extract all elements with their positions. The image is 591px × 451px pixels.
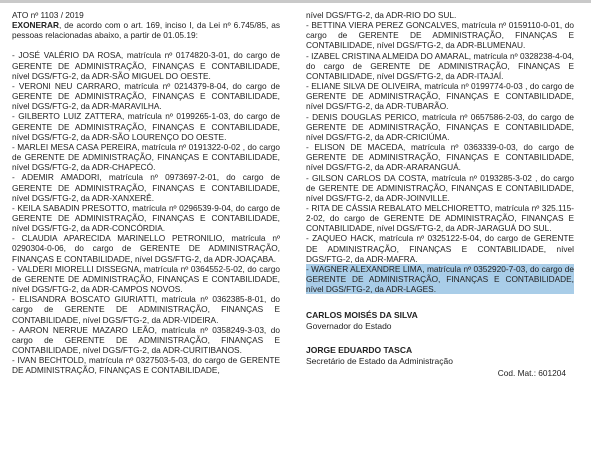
top-rule (0, 0, 591, 3)
list-item: - MARLEI MESA CASA PEREIRA, matrícula nº 0191322-0-02 , do cargo de GERENTE DE ADMINISTRAÇÃO, FINANÇAS E CONTABILIDADE, nível DGS/FTG-2, da ADR-CHAPECÓ. (12, 141, 280, 173)
left-column (12, 10, 280, 375)
list-item: - VERONI NEU CARRARO, matrícula nº 0214379-8-04, do cargo de GERENTE DE ADMINISTRAÇÃO, FINANÇAS E CONTABILIDADE, nível DGS/FTG-2, da ADR-MARAVILHA. (12, 80, 280, 112)
list-item: - GILSON CARLOS DA COSTA, matrícula nº 0193285-3-02 , do cargo de GERENTE DE ADMINISTRAÇÃO, FINANÇAS E CONTABILIDADE, nível DGS/FTG-2, da ADR-JOINVILLE. (306, 172, 574, 203)
list-item: - KEILA SABADIN PRESOTTO, matrícula nº 0296539-9-04, do cargo de GERENTE DE ADMINISTRAÇÃO, FINANÇAS E CONTABILIDADE, nível DGS/FTG-2, da ADR-CONCÓRDIA. (12, 202, 280, 234)
exonerar-lead: EXONERAR (12, 20, 60, 31)
cod-mat: Cod. Mat.: 601204 (497, 368, 566, 379)
signer-role: Governador do Estado (306, 320, 392, 331)
list-item: - AARON NERRUE MAZARO LEÃO, matrícula nº 0358249-3-03, do cargo de GERENTE DE ADMINISTRAÇÃO, FINANÇAS E CONTABILIDADE, nível DGS/FTG-2, da ADR-CURITIBANOS. (12, 324, 280, 355)
list-item: - ADEMIR AMADORI, matrícula nº 0973697-2-01, do cargo de GERENTE DE ADMINISTRAÇÃO, FINANÇAS E CONTABILIDADE, nível DGS/FTG-2, da ADR-XANXERÊ. (12, 172, 280, 203)
list-item: - DENIS DOUGLAS PERICO, matrícula nº 0657586-2-03, do cargo de GERENTE DE ADMINISTRAÇÃO, FINANÇAS E CONTABILIDADE, nível DGS/FTG-2, da ADR-CRICIÚMA. (306, 111, 574, 142)
list-item: - GILBERTO LUIZ ZATTERA, matrícula nº 0199265-1-03, do cargo de GERENTE DE ADMINISTRAÇÃO, FINANÇAS E CONTABILIDADE, nível DGS/FTG-2, da ADR-SÃO LOURENÇO DO OESTE. (12, 111, 280, 142)
list-item-continuation: nível DGS/FTG-2, da ADR-RIO DO SUL. (306, 10, 457, 20)
signer-name: CARLOS MOISÉS DA SILVA (306, 310, 418, 321)
right-column (306, 10, 574, 379)
signer-role: Secretário de Estado da Administração (306, 355, 453, 366)
list-item: - JOSÉ VALÉRIO DA ROSA, matrícula nº 0174820-3-01, do cargo de GERENTE DE ADMINISTRAÇÃO, FINANÇAS E CONTABILIDADE, nível DGS/FTG-2, da ADR-SÃO MIGUEL DO OESTE. (12, 50, 280, 81)
highlighted-list-item[interactable]: - WAGNER ALEXANDRE LIMA, matrícula nº 0352920-7-03, do cargo de GERENTE DE ADMINISTRAÇÃO, FINANÇAS E CONTABILIDADE, nível DGS/FTG-2, da ADR-LAGES. (306, 263, 574, 295)
list-item: - RITA DE CÁSSIA REBALATO MELCHIORETTO, matrícula nº 325.115-2-02, do cargo de GERENTE DE ADMINISTRAÇÃO, FINANÇAS E CONTABILIDADE, nível DGS/FTG-2, da ADR-JARAGUÁ DO SUL. (306, 202, 574, 234)
list-item: - VALDERI MIORELLI DISSEGNA, matrícula nº 0364552-5-02, do cargo de GERENTE DE ADMINISTRAÇÃO, FINANÇAS E CONTABILIDADE, nível DGS/FTG-2, da ADR-CAMPOS NOVOS. (12, 263, 280, 295)
ato-number: ATO nº 1103 / 2019 (12, 10, 84, 20)
signature-block (306, 310, 574, 331)
signer-name: JORGE EDUARDO TASCA (306, 345, 413, 356)
document-page (12, 10, 582, 445)
list-item: - ZAQUEO HACK, matrícula nº 0325122-5-04, do cargo de GERENTE DE ADMINISTRAÇÃO, FINANÇAS E CONTABILIDADE, nível DGS/FTG-2, da ADR-MAFRA. (306, 233, 574, 264)
list-item: - IVAN BECHTOLD, matrícula nº 0327503-5-03, do cargo de GERENTE DE ADMINISTRAÇÃO, FINANÇAS E CONTABILIDADE, (12, 355, 280, 376)
list-item: - ELISON DE MACEDA, matrícula nº 0363339-0-03, do cargo de GERENTE DE ADMINISTRAÇÃO, FINANÇAS E CONTABILIDADE, nível DGS/FTG-2, da ADR-ARARANGUÁ. (306, 142, 574, 173)
list-item: - CLAUDIA APARECIDA MARINELLO PETRONILIO, matrícula nº 0290304-0-06, do cargo de GERENTE DE ADMINISTRAÇÃO, FINANÇAS E CONTABILIDADE, nível DGS/FTG-2, da ADR-JOAÇABA. (12, 233, 280, 264)
list-item: - ELIANE SILVA DE OLIVEIRA, matrícula nº 0199774-0-03 , do cargo de GERENTE DE ADMINISTRAÇÃO, FINANÇAS E CONTABILIDADE, nível DGS/FTG-2, da ADR-TUBARÃO. (306, 81, 574, 112)
list-item: - BETTINA VIERA PEREZ GONCALVES, matrícula nº 0159110-0-01, do cargo de GERENTE DE ADMINISTRAÇÃO, FINANÇAS E CONTABILIDADE, nível DGS/FTG-2, da ADR-BLUMENAU. (306, 20, 574, 51)
list-item: - IZABEL CRISTINA ALMEIDA DO AMARAL, matrícula nº 0328238-4-04, do cargo de GERENTE DE ADMINISTRAÇÃO, FINANÇAS E CONTABILIDADE, nível DGS/FTG-2, da ADR-ITAJAÍ. (306, 50, 574, 81)
list-item: - ELISANDRA BOSCATO GIURIATTI, matrícula nº 0362385-8-01, do cargo de GERENTE DE ADMINISTRAÇÃO, FINANÇAS E CONTABILIDADE, nível DGS/FTG-2, da ADR-VIDEIRA. (12, 294, 280, 325)
signature-block (306, 345, 574, 366)
exonerar-text: , de acordo com o art. 169, inciso I, da Lei nº 6.745/85, as pessoas relacionadas abaixo, a partir de 01.05.19: (12, 20, 280, 41)
exonerar-paragraph (12, 20, 280, 40)
